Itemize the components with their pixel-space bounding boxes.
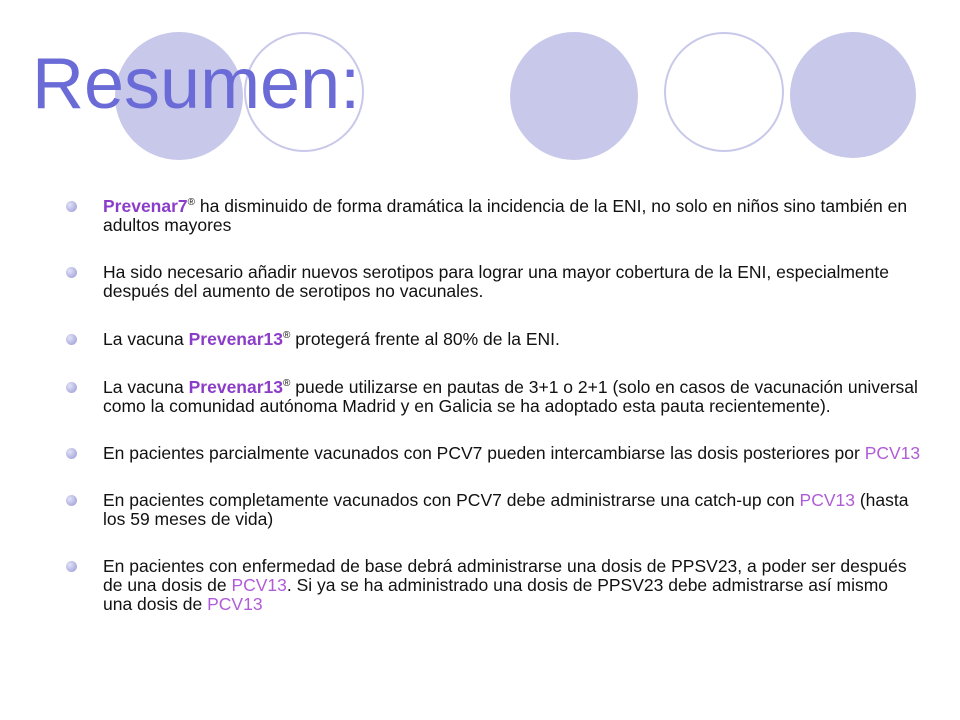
bullet-item [62,197,922,235]
registered-mark: ® [283,330,291,342]
bullet-item [62,330,922,349]
bullet-item [62,378,922,416]
bullet-list [62,197,922,614]
decor-circle-outline [664,32,784,152]
bullet-text-pre: En pacientes completamente vacunados con PCV7 debe administrarse una catch-up con [103,490,800,510]
bullet-dot-icon [66,561,77,572]
bullet-item [62,263,922,301]
bullet-text-mid: . Si ya se ha administrado una dosis de PPSV23 debe admistrarse así mismo una dosis de [103,575,889,614]
bullet-text-pre: En pacientes parcialmente vacunados con PCV7 pueden intercambiarse las dosis posteriores por [103,443,865,463]
bullet-text: puede utilizarse en pautas de 3+1 o 2+1 (solo en casos de vacunación universal como la comunidad autónoma Madrid y en Galicia se ha adoptado esta pauta recientemente). [103,377,918,416]
product-name: Prevenar13 [188,377,284,397]
bullet-dot-icon [66,382,77,393]
bullet-item [62,444,922,463]
bullet-dot-icon [66,201,77,212]
registered-mark: ® [187,197,196,209]
bullet-text: protegerá frente al 80% de la ENI. [290,329,560,349]
bullet-item [62,557,922,614]
vaccine-name: PCV13 [864,443,921,463]
slide-title: Resumen: [32,44,361,124]
decor-circle-filled [790,32,916,158]
decor-circle-filled [510,32,638,160]
bullet-dot-icon [66,334,77,345]
vaccine-name: PCV13 [231,575,287,595]
vaccine-name: PCV13 [799,490,855,510]
bullet-dot-icon [66,267,77,278]
registered-mark: ® [283,378,291,390]
bullet-dot-icon [66,448,77,459]
vaccine-name: PCV13 [207,594,263,614]
bullet-text: Ha sido necesario añadir nuevos serotipos para lograr una mayor cobertura de la ENI, especialmente después del aumento de serotipos no vacunales. [103,262,889,301]
bullet-text-pre: La vacuna [103,329,189,349]
bullet-text-pre: La vacuna [103,377,189,397]
bullet-item [62,491,922,529]
bullet-text: (hasta los 59 meses de vida) [103,490,909,529]
bullet-dot-icon [66,495,77,506]
bullet-text-pre: En pacientes con enfermedad de base debrá administrarse una dosis de PPSV23, a poder ser después de una dosis de [103,556,907,595]
product-name: Prevenar13 [188,329,284,349]
product-name: Prevenar7 [103,196,188,216]
bullet-text: ha disminuido de forma dramática la incidencia de la ENI, no solo en niños sino también en adultos mayores [103,196,908,235]
